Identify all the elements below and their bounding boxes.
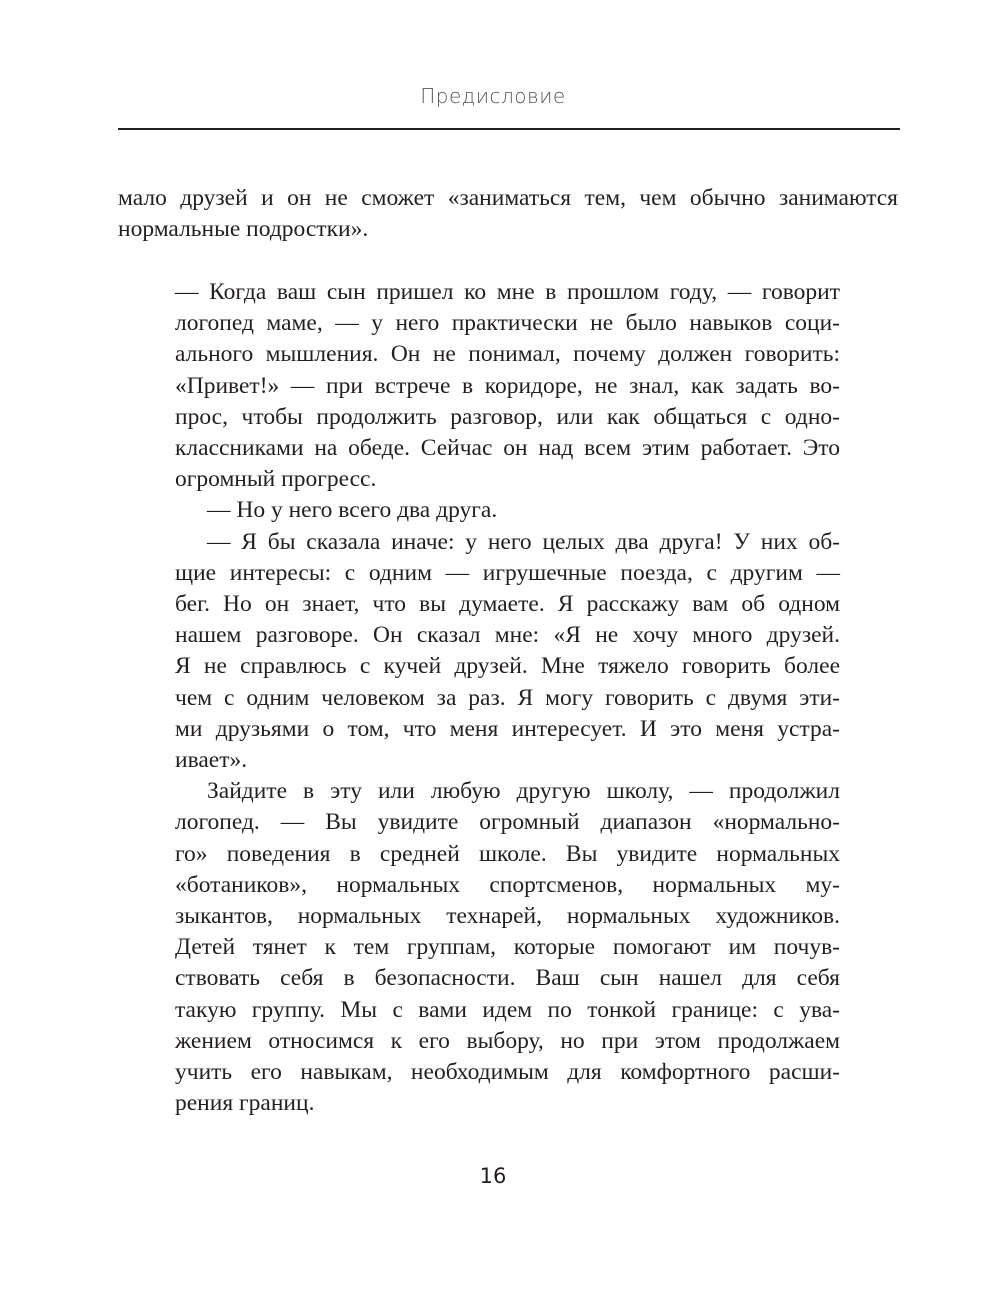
text-line: «Привет!» — при встрече в коридоре, не знал, как задать во- xyxy=(175,372,840,399)
text-line: классниками на обеде. Сейчас он над всем этим работает. Это xyxy=(175,435,840,461)
text-line: щие интересы: с одним — игрушечные поезда, с другим — xyxy=(175,559,840,586)
text-line: нормальные подростки». xyxy=(118,216,369,242)
text-line: ивает». xyxy=(175,747,248,773)
text-line: Я не справлюсь с кучей друзей. Мне тяжело говорить более xyxy=(175,653,840,680)
text-line: логопед. — Вы увидите огромный диапазон «нормально- xyxy=(175,809,840,836)
text-line: Зайдите в эту или любую другую школу, — продолжил xyxy=(207,778,840,805)
text-line: зыкантов, нормальных технарей, нормальных художников. xyxy=(175,903,840,929)
text-line: учить его навыкам, необходимым для комфортного расши- xyxy=(175,1059,840,1085)
text-line: ствовать себя в безопасности. Ваш сын нашел для себя xyxy=(175,965,840,992)
text-line: чем с одним человеком за раз. Я могу говорить с двумя эти- xyxy=(175,684,840,711)
text-line: — Когда ваш сын пришел ко мне в прошлом году, — говорит xyxy=(175,279,840,305)
text-line: нашем разговоре. Он сказал мне: «Я не хочу много друзей. xyxy=(175,622,840,649)
text-line: бег. Но он знает, что вы думаете. Я расскажу вам об одном xyxy=(175,591,840,617)
text-line: Детей тянет к тем группам, которые помогают им почув- xyxy=(175,934,840,961)
text-line: рения границ. xyxy=(175,1090,315,1117)
text-line: ального мышления. Он не понимал, почему должен говорить: xyxy=(175,341,840,368)
text-line: — Я бы сказала иначе: у него целых два друга! У них об- xyxy=(207,528,840,555)
text-line: «ботаников», нормальных спортсменов, нормальных му- xyxy=(175,871,840,898)
text-line: мало друзей и он не сможет «заниматься тем, чем обычно занимаются xyxy=(118,185,898,211)
text-line: — Но у него всего два друга. xyxy=(207,497,498,524)
text-line: го» поведения в средней школе. Вы увидите нормальных xyxy=(175,840,840,867)
text-line: логопед маме, — у него практически не было навыков соци- xyxy=(175,310,840,337)
text-line: жением относимся к его выбору, но при этом продолжаем xyxy=(175,1027,840,1054)
text-line: такую группу. Мы с вами идем по тонкой границе: с ува- xyxy=(175,996,840,1023)
text-line: прос, чтобы продолжить разговор, или как общаться с одно- xyxy=(175,403,840,430)
text-line: ми друзьями о том, что меня интересует. И это меня устра- xyxy=(175,715,840,742)
running-header: Предисловие xyxy=(420,84,566,108)
text-line: огромный прогресс. xyxy=(175,466,377,493)
header-divider xyxy=(118,128,900,130)
page-number: 16 xyxy=(479,1164,507,1188)
